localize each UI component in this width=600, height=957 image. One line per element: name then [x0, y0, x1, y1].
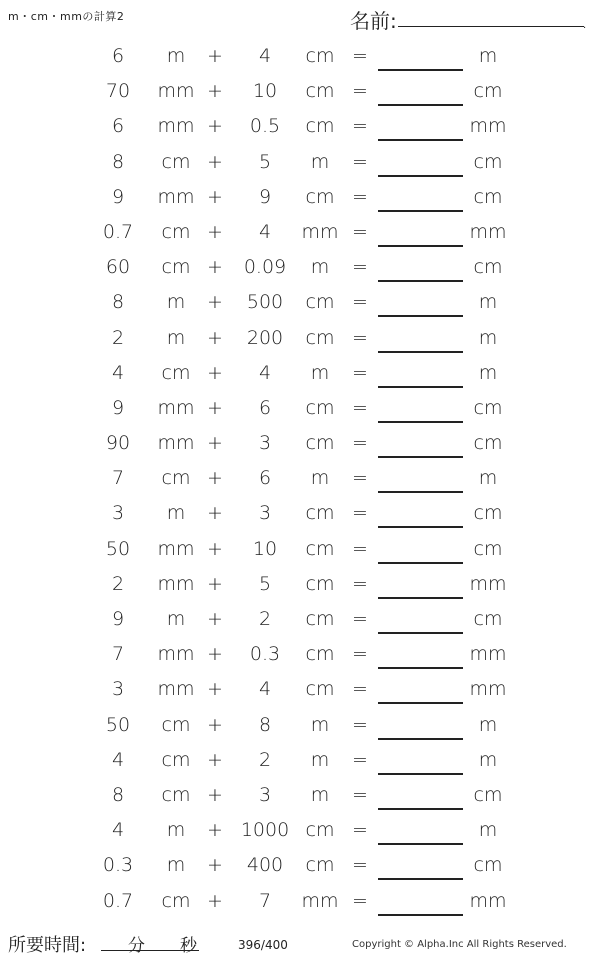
problem-row — [0, 39, 600, 74]
plus-sign: + — [207, 889, 223, 912]
equals-sign: = — [352, 185, 368, 208]
unit-a: m — [166, 608, 186, 630]
unit-b: mm — [301, 220, 339, 243]
answer-blank[interactable] — [378, 773, 463, 775]
problem-row — [0, 743, 600, 778]
plus-sign: + — [207, 220, 223, 243]
answer-blank[interactable] — [378, 914, 463, 916]
answer-blank[interactable] — [378, 878, 463, 880]
plus-sign: + — [207, 432, 223, 455]
answer-blank[interactable] — [378, 245, 463, 247]
unit-a: mm — [157, 572, 195, 595]
unit-a: m — [166, 326, 186, 349]
unit-b: cm — [305, 643, 335, 666]
equals-sign: = — [352, 291, 368, 314]
problem-row — [0, 391, 600, 426]
equals-sign: = — [352, 854, 368, 877]
equals-sign: = — [352, 608, 368, 630]
unit-a: m — [166, 854, 186, 877]
operand-b: 4 — [258, 220, 272, 243]
copyright: Copyright © Alpha.Inc All Rights Reserved. — [352, 939, 567, 950]
unit-b: cm — [305, 80, 335, 103]
result-unit: m — [478, 45, 498, 67]
problem-row — [0, 180, 600, 215]
operand-b: 4 — [258, 45, 272, 67]
result-unit: m — [478, 819, 498, 842]
unit-b: cm — [305, 291, 335, 314]
answer-blank[interactable] — [378, 562, 463, 564]
result-unit: cm — [473, 608, 503, 630]
name-line-end-dot: . — [583, 20, 587, 31]
operand-a: 0.7 — [102, 889, 134, 912]
operand-b: 3 — [258, 432, 272, 455]
result-unit: cm — [473, 502, 503, 525]
plus-sign: + — [207, 678, 223, 701]
plus-sign: + — [207, 608, 223, 630]
equals-sign: = — [352, 537, 368, 560]
unit-b: cm — [305, 326, 335, 349]
plus-sign: + — [207, 185, 223, 208]
equals-sign: = — [352, 713, 368, 736]
problem-row — [0, 356, 600, 391]
result-unit: cm — [473, 537, 503, 560]
operand-b: 0.3 — [249, 643, 281, 666]
operand-b: 2 — [258, 748, 272, 771]
operand-a: 4 — [111, 361, 125, 384]
unit-a: mm — [157, 432, 195, 455]
equals-sign: = — [352, 361, 368, 384]
plus-sign: + — [207, 115, 223, 138]
unit-b: cm — [305, 854, 335, 877]
unit-a: cm — [161, 889, 191, 912]
equals-sign: = — [352, 748, 368, 771]
result-unit: cm — [473, 396, 503, 419]
problem-row — [0, 708, 600, 743]
equals-sign: = — [352, 678, 368, 701]
operand-a: 0.3 — [102, 854, 134, 877]
answer-blank[interactable] — [378, 351, 463, 353]
equals-sign: = — [352, 572, 368, 595]
equals-sign: = — [352, 150, 368, 173]
equals-sign: = — [352, 783, 368, 806]
plus-sign: + — [207, 537, 223, 560]
operand-a: 7 — [111, 643, 125, 666]
answer-blank[interactable] — [378, 104, 463, 106]
operand-a: 3 — [111, 678, 125, 701]
result-unit: mm — [469, 115, 507, 138]
equals-sign: = — [352, 643, 368, 666]
worksheet-title: m・cm・mmの計算2 — [8, 10, 125, 23]
equals-sign: = — [352, 45, 368, 67]
operand-a: 70 — [105, 80, 131, 103]
operand-b: 1000 — [240, 819, 290, 842]
unit-a: mm — [157, 678, 195, 701]
answer-blank[interactable] — [378, 456, 463, 458]
operand-b: 7 — [258, 889, 272, 912]
operand-b: 9 — [258, 185, 272, 208]
unit-b: cm — [305, 432, 335, 455]
operand-a: 60 — [105, 256, 131, 279]
result-unit: m — [478, 748, 498, 771]
unit-b: cm — [305, 678, 335, 701]
answer-blank[interactable] — [378, 69, 463, 71]
result-unit: cm — [473, 783, 503, 806]
plus-sign: + — [207, 256, 223, 279]
unit-a: m — [166, 502, 186, 525]
seconds-label: 秒 — [180, 936, 197, 956]
answer-blank[interactable] — [378, 808, 463, 810]
answer-blank[interactable] — [378, 702, 463, 704]
operand-b: 10 — [252, 537, 278, 560]
unit-b: cm — [305, 819, 335, 842]
equals-sign: = — [352, 467, 368, 490]
result-unit: m — [478, 326, 498, 349]
problem-list — [0, 39, 600, 919]
problem-row — [0, 426, 600, 461]
operand-a: 6 — [111, 45, 125, 67]
result-unit: cm — [473, 80, 503, 103]
plus-sign: + — [207, 45, 223, 67]
operand-a: 2 — [111, 326, 125, 349]
operand-a: 50 — [105, 713, 131, 736]
operand-a: 8 — [111, 150, 125, 173]
unit-b: m — [310, 713, 330, 736]
problem-row — [0, 637, 600, 672]
answer-blank[interactable] — [378, 597, 463, 599]
problem-row — [0, 109, 600, 144]
answer-blank[interactable] — [378, 421, 463, 423]
unit-a: cm — [161, 783, 191, 806]
operand-b: 500 — [246, 291, 284, 314]
operand-b: 4 — [258, 361, 272, 384]
plus-sign: + — [207, 291, 223, 314]
plus-sign: + — [207, 643, 223, 666]
equals-sign: = — [352, 396, 368, 419]
result-unit: m — [478, 361, 498, 384]
operand-a: 4 — [111, 748, 125, 771]
operand-a: 2 — [111, 572, 125, 595]
plus-sign: + — [207, 326, 223, 349]
operand-b: 5 — [258, 572, 272, 595]
problem-row — [0, 778, 600, 813]
unit-b: m — [310, 748, 330, 771]
plus-sign: + — [207, 361, 223, 384]
operand-b: 3 — [258, 783, 272, 806]
answer-blank[interactable] — [378, 386, 463, 388]
unit-b: m — [310, 361, 330, 384]
equals-sign: = — [352, 220, 368, 243]
problem-row — [0, 884, 600, 919]
unit-a: mm — [157, 185, 195, 208]
plus-sign: + — [207, 502, 223, 525]
operand-b: 0.09 — [243, 256, 287, 279]
result-unit: cm — [473, 150, 503, 173]
answer-blank[interactable] — [378, 667, 463, 669]
plus-sign: + — [207, 854, 223, 877]
problem-row — [0, 74, 600, 109]
answer-blank[interactable] — [378, 632, 463, 634]
problem-row — [0, 602, 600, 637]
unit-b: cm — [305, 396, 335, 419]
operand-b: 2 — [258, 608, 272, 630]
result-unit: mm — [469, 643, 507, 666]
result-unit: mm — [469, 889, 507, 912]
plus-sign: + — [207, 713, 223, 736]
result-unit: m — [478, 467, 498, 490]
plus-sign: + — [207, 748, 223, 771]
unit-a: mm — [157, 643, 195, 666]
operand-b: 200 — [246, 326, 284, 349]
problem-row — [0, 532, 600, 567]
result-unit: mm — [469, 220, 507, 243]
unit-b: cm — [305, 572, 335, 595]
unit-a: cm — [161, 150, 191, 173]
unit-a: cm — [161, 220, 191, 243]
operand-a: 9 — [111, 396, 125, 419]
unit-a: mm — [157, 80, 195, 103]
result-unit: mm — [469, 572, 507, 595]
result-unit: cm — [473, 185, 503, 208]
unit-a: cm — [161, 748, 191, 771]
unit-b: cm — [305, 115, 335, 138]
operand-a: 8 — [111, 291, 125, 314]
answer-blank[interactable] — [378, 526, 463, 528]
problem-row — [0, 848, 600, 883]
answer-blank[interactable] — [378, 139, 463, 141]
problem-row — [0, 285, 600, 320]
unit-a: mm — [157, 396, 195, 419]
result-unit: mm — [469, 678, 507, 701]
name-field[interactable] — [398, 26, 584, 27]
unit-a: cm — [161, 361, 191, 384]
unit-b: m — [310, 150, 330, 173]
plus-sign: + — [207, 783, 223, 806]
result-unit: m — [478, 291, 498, 314]
unit-a: mm — [157, 115, 195, 138]
plus-sign: + — [207, 819, 223, 842]
equals-sign: = — [352, 256, 368, 279]
unit-a: cm — [161, 713, 191, 736]
unit-b: cm — [305, 537, 335, 560]
operand-b: 6 — [258, 396, 272, 419]
time-label: 所要時間: — [8, 935, 87, 956]
answer-blank[interactable] — [378, 738, 463, 740]
problem-row — [0, 145, 600, 180]
operand-a: 8 — [111, 783, 125, 806]
unit-b: m — [310, 783, 330, 806]
operand-a: 7 — [111, 467, 125, 490]
plus-sign: + — [207, 467, 223, 490]
unit-a: m — [166, 45, 186, 67]
equals-sign: = — [352, 432, 368, 455]
operand-a: 9 — [111, 608, 125, 630]
operand-b: 3 — [258, 502, 272, 525]
problem-row — [0, 672, 600, 707]
unit-b: cm — [305, 608, 335, 630]
operand-a: 4 — [111, 819, 125, 842]
unit-b: m — [310, 256, 330, 279]
operand-a: 90 — [105, 432, 131, 455]
result-unit: cm — [473, 256, 503, 279]
problem-row — [0, 813, 600, 848]
operand-b: 5 — [258, 150, 272, 173]
operand-b: 6 — [258, 467, 272, 490]
plus-sign: + — [207, 80, 223, 103]
operand-a: 3 — [111, 502, 125, 525]
unit-b: cm — [305, 45, 335, 67]
unit-b: mm — [301, 889, 339, 912]
result-unit: m — [478, 713, 498, 736]
operand-b: 400 — [246, 854, 284, 877]
plus-sign: + — [207, 150, 223, 173]
answer-blank[interactable] — [378, 315, 463, 317]
problem-row — [0, 496, 600, 531]
equals-sign: = — [352, 326, 368, 349]
unit-a: m — [166, 819, 186, 842]
problem-row — [0, 250, 600, 285]
answer-blank[interactable] — [378, 491, 463, 493]
problem-row — [0, 215, 600, 250]
answer-blank[interactable] — [378, 843, 463, 845]
name-label: 名前: — [350, 9, 397, 33]
unit-a: cm — [161, 467, 191, 490]
unit-a: cm — [161, 256, 191, 279]
result-unit: cm — [473, 432, 503, 455]
unit-a: m — [166, 291, 186, 314]
operand-a: 6 — [111, 115, 125, 138]
problem-row — [0, 321, 600, 356]
equals-sign: = — [352, 115, 368, 138]
unit-b: cm — [305, 185, 335, 208]
operand-b: 4 — [258, 678, 272, 701]
equals-sign: = — [352, 502, 368, 525]
operand-a: 0.7 — [102, 220, 134, 243]
answer-blank[interactable] — [378, 280, 463, 282]
equals-sign: = — [352, 80, 368, 103]
unit-a: mm — [157, 537, 195, 560]
minutes-label: 分 — [128, 936, 145, 956]
equals-sign: = — [352, 819, 368, 842]
unit-b: m — [310, 467, 330, 490]
plus-sign: + — [207, 396, 223, 419]
problem-row — [0, 567, 600, 602]
operand-a: 50 — [105, 537, 131, 560]
equals-sign: = — [352, 889, 368, 912]
unit-b: cm — [305, 502, 335, 525]
problem-row — [0, 461, 600, 496]
operand-b: 8 — [258, 713, 272, 736]
page-number: 396/400 — [238, 938, 288, 952]
answer-blank[interactable] — [378, 210, 463, 212]
operand-b: 0.5 — [249, 115, 281, 138]
answer-blank[interactable] — [378, 175, 463, 177]
result-unit: cm — [473, 854, 503, 877]
plus-sign: + — [207, 572, 223, 595]
operand-a: 9 — [111, 185, 125, 208]
operand-b: 10 — [252, 80, 278, 103]
